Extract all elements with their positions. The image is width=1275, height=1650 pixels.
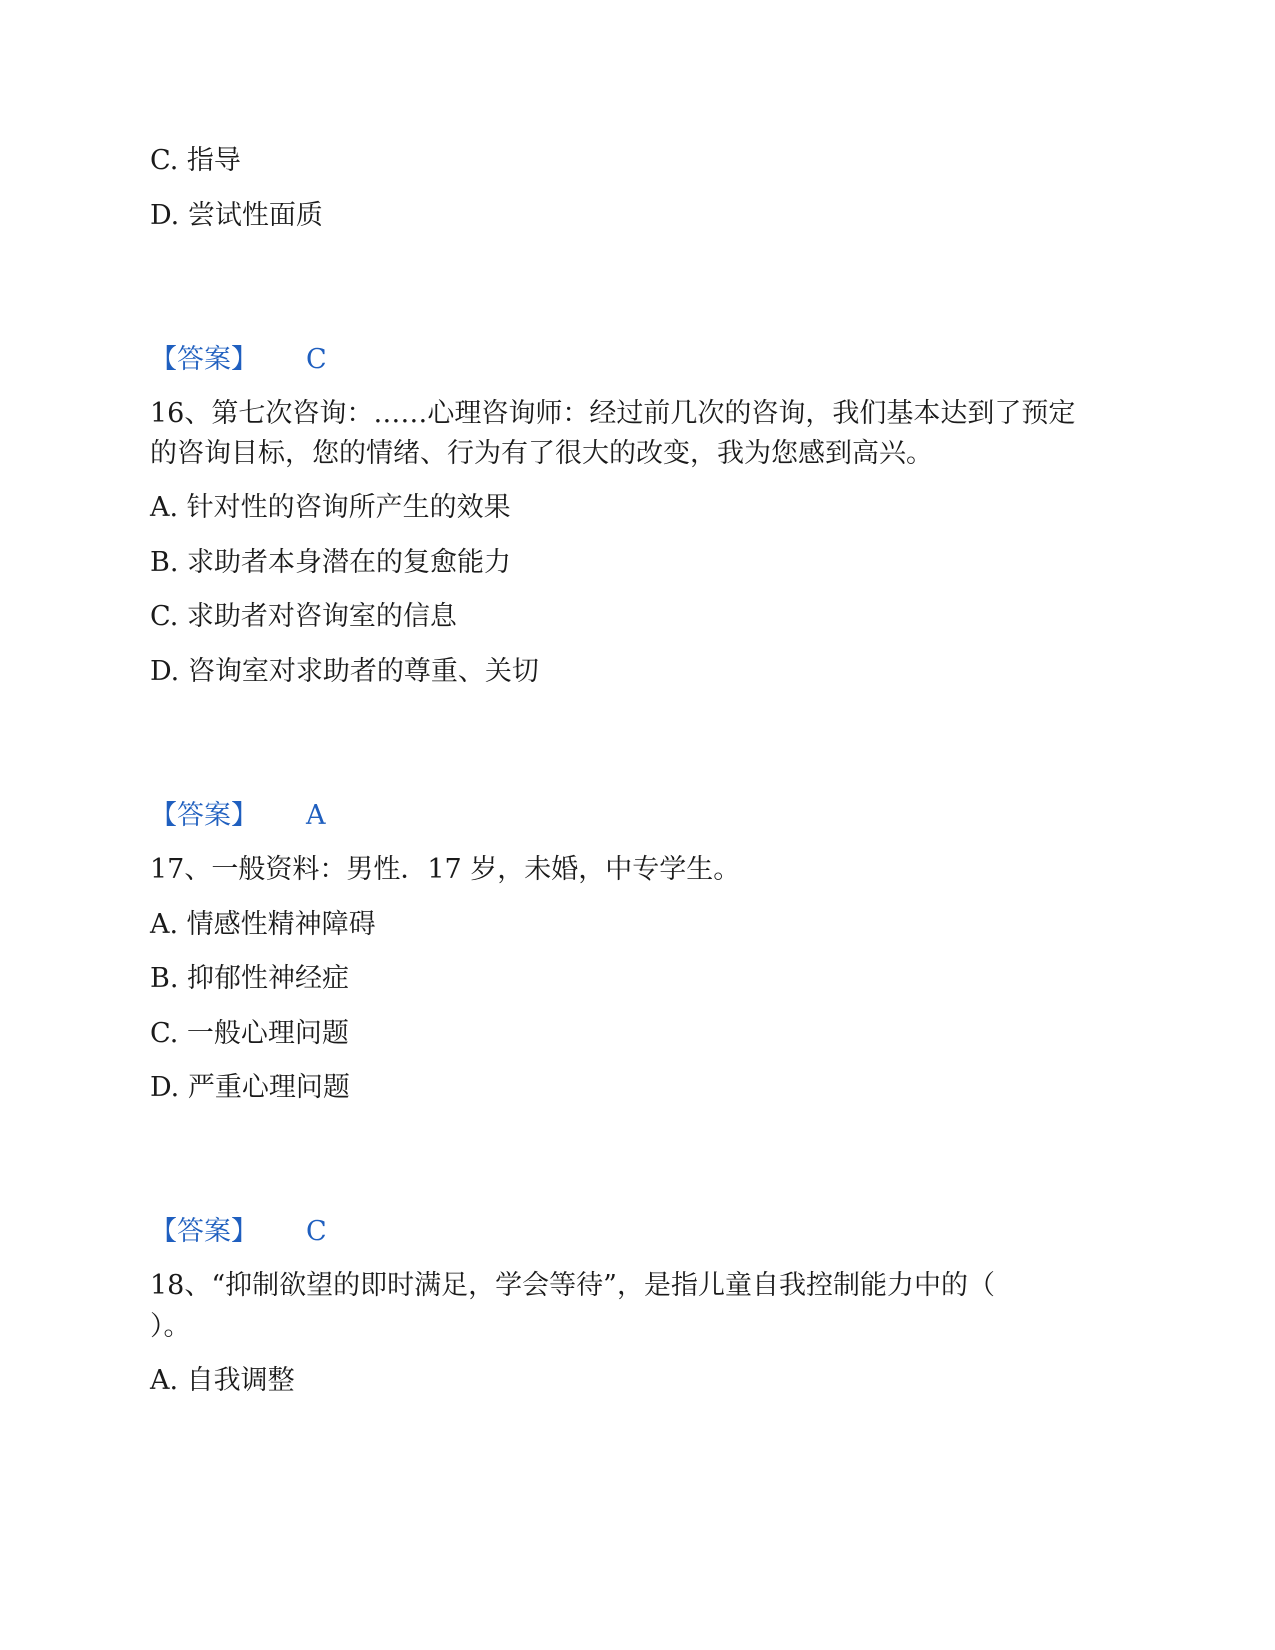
q17-stem: 17、一般资料：男性．17 岁，未婚，中专学生。: [150, 854, 741, 885]
q17-option-d: D. 严重心理问题: [150, 1072, 350, 1103]
answer-16: [150, 798, 326, 834]
answer-value: C: [306, 1216, 327, 1247]
q16-option-b: B. 求助者本身潜在的复愈能力: [150, 547, 512, 578]
q15-option-d: D. 尝试性面质: [150, 200, 323, 231]
q17-option-c: C. 一般心理问题: [150, 1018, 349, 1049]
answer-label: 【答案】: [150, 344, 258, 375]
answer-label: 【答案】: [150, 1216, 258, 1247]
q16-stem-line2: 的咨询目标，您的情绪、行为有了很大的改变，我为您感到高兴。: [150, 438, 933, 469]
q18-stem-line2: ）。: [150, 1311, 191, 1342]
answer-value: C: [306, 344, 327, 375]
answer-label: 【答案】: [150, 800, 258, 831]
answer-15: [150, 342, 327, 378]
q16-option-d: D. 咨询室对求助者的尊重、关切: [150, 656, 539, 687]
answer-17: [150, 1214, 327, 1250]
q15-option-c: C. 指导: [150, 145, 241, 176]
q16-option-c: C. 求助者对咨询室的信息: [150, 601, 457, 632]
q17-option-a: A. 情感性精神障碍: [150, 909, 376, 940]
q16-stem-line1: 16、第七次咨询：……心理咨询师：经过前几次的咨询，我们基本达到了预定: [150, 398, 1076, 429]
q16-option-a: A. 针对性的咨询所产生的效果: [150, 492, 511, 523]
q18-option-a: A. 自我调整: [150, 1365, 295, 1396]
answer-value: A: [306, 800, 326, 831]
q18-stem-line1: 18、“抑制欲望的即时满足，学会等待”，是指儿童自我控制能力中的（: [150, 1270, 995, 1301]
q17-option-b: B. 抑郁性神经症: [150, 963, 350, 994]
